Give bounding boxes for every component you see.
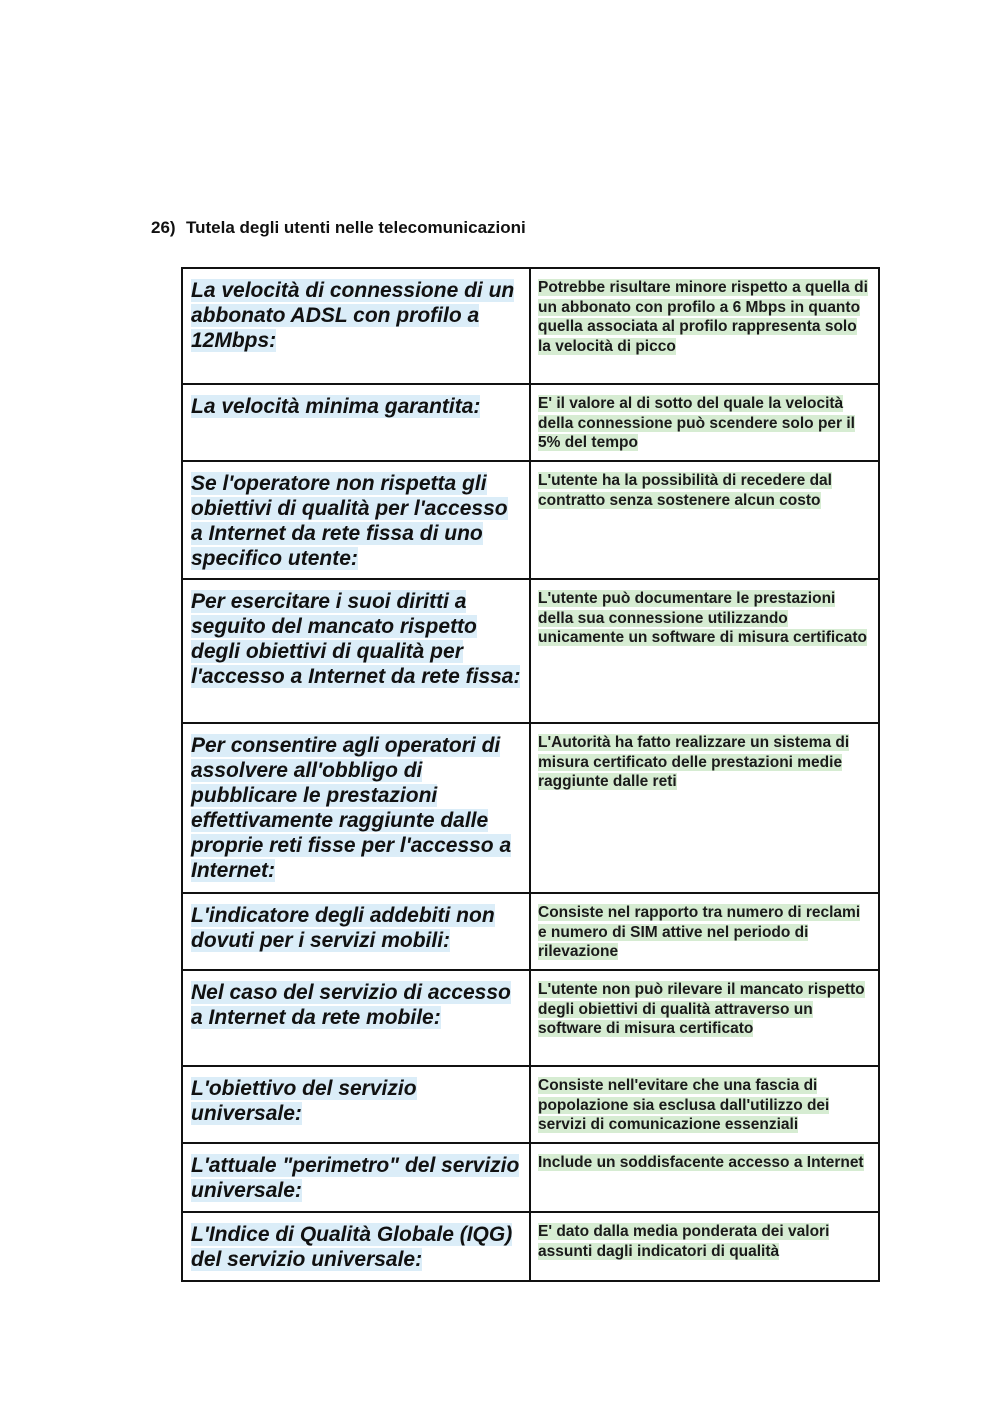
table-row	[182, 723, 879, 893]
question-cell	[182, 268, 530, 384]
answer-text: E' il valore al di sotto del quale la velocità della connessione può scendere solo per il 5% del tempo	[538, 395, 855, 451]
table-row	[182, 1143, 879, 1212]
question-text: La velocità minima garantita:	[191, 395, 481, 418]
question-text: L'attuale "perimetro" del servizio universale:	[191, 1154, 520, 1202]
question-text: La velocità di connessione di un abbonato ADSL con profilo a 12Mbps:	[191, 279, 515, 352]
question-text: Nel caso del servizio di accesso a Internet da rete mobile:	[191, 981, 511, 1029]
question-text: Se l'operatore non rispetta gli obiettivi di qualità per l'accesso a Internet da rete fissa di uno specifico utente:	[191, 472, 508, 570]
question-cell	[182, 579, 530, 723]
table-row	[182, 579, 879, 723]
table-row	[182, 384, 879, 461]
answer-cell	[530, 1212, 879, 1281]
section-title: Tutela degli utenti nelle telecomunicazioni	[186, 218, 526, 237]
section-number: 26)	[151, 218, 176, 237]
question-text: Per esercitare i suoi diritti a seguito del mancato rispetto degli obiettivi di qualità per l'accesso a Internet da rete fissa:	[191, 590, 521, 688]
answer-text: Consiste nel rapporto tra numero di reclami e numero di SIM attive nel periodo di rilevazione	[538, 904, 861, 960]
question-text: L'Indice di Qualità Globale (IQG) del servizio universale:	[191, 1223, 513, 1271]
question-cell	[182, 970, 530, 1066]
question-cell	[182, 1212, 530, 1281]
question-text: Per consentire agli operatori di assolvere all'obbligo di pubblicare le prestazioni effettivamente raggiunte dalle proprie reti fisse per l'accesso a Internet:	[191, 734, 512, 882]
answer-cell	[530, 1066, 879, 1143]
answer-cell	[530, 384, 879, 461]
answer-cell	[530, 461, 879, 579]
answer-cell	[530, 268, 879, 384]
question-text: L'indicatore degli addebiti non dovuti per i servizi mobili:	[191, 904, 495, 952]
answer-text: L'utente non può rilevare il mancato rispetto degli obiettivi di qualità attraverso un software di misura certificato	[538, 981, 865, 1037]
table-row	[182, 461, 879, 579]
qa-table-body	[182, 268, 879, 1281]
answer-text: E' dato dalla media ponderata dei valori assunti dagli indicatori di qualità	[538, 1223, 830, 1260]
question-cell	[182, 1143, 530, 1212]
table-row	[182, 893, 879, 970]
answer-text: Potrebbe risultare minore rispetto a quella di un abbonato con profilo a 6 Mbps in quanto quella associata al profilo rappresenta solo la velocità di picco	[538, 279, 868, 355]
table-row	[182, 970, 879, 1066]
question-text: L'obiettivo del servizio universale:	[191, 1077, 417, 1125]
answer-cell	[530, 1143, 879, 1212]
answer-text: L'Autorità ha fatto realizzare un sistema di misura certificato delle prestazioni medie raggiunte dalle reti	[538, 734, 850, 790]
answer-text: L'utente può documentare le prestazioni della sua connessione utilizzando unicamente un software di misura certificato	[538, 590, 868, 646]
answer-cell	[530, 893, 879, 970]
answer-cell	[530, 579, 879, 723]
table-row	[182, 268, 879, 384]
table-row	[182, 1066, 879, 1143]
answer-text: L'utente ha la possibilità di recedere dal contratto senza sostenere alcun costo	[538, 472, 832, 509]
answer-text: Include un soddisfacente accesso a Internet	[538, 1154, 864, 1171]
qa-table	[181, 267, 880, 1282]
question-cell	[182, 1066, 530, 1143]
question-cell	[182, 461, 530, 579]
section-heading	[151, 218, 526, 238]
question-cell	[182, 723, 530, 893]
answer-text: Consiste nell'evitare che una fascia di popolazione sia esclusa dall'utilizzo dei servizi di comunicazione essenziali	[538, 1077, 830, 1133]
question-cell	[182, 893, 530, 970]
answer-cell	[530, 970, 879, 1066]
question-cell	[182, 384, 530, 461]
answer-cell	[530, 723, 879, 893]
table-row	[182, 1212, 879, 1281]
